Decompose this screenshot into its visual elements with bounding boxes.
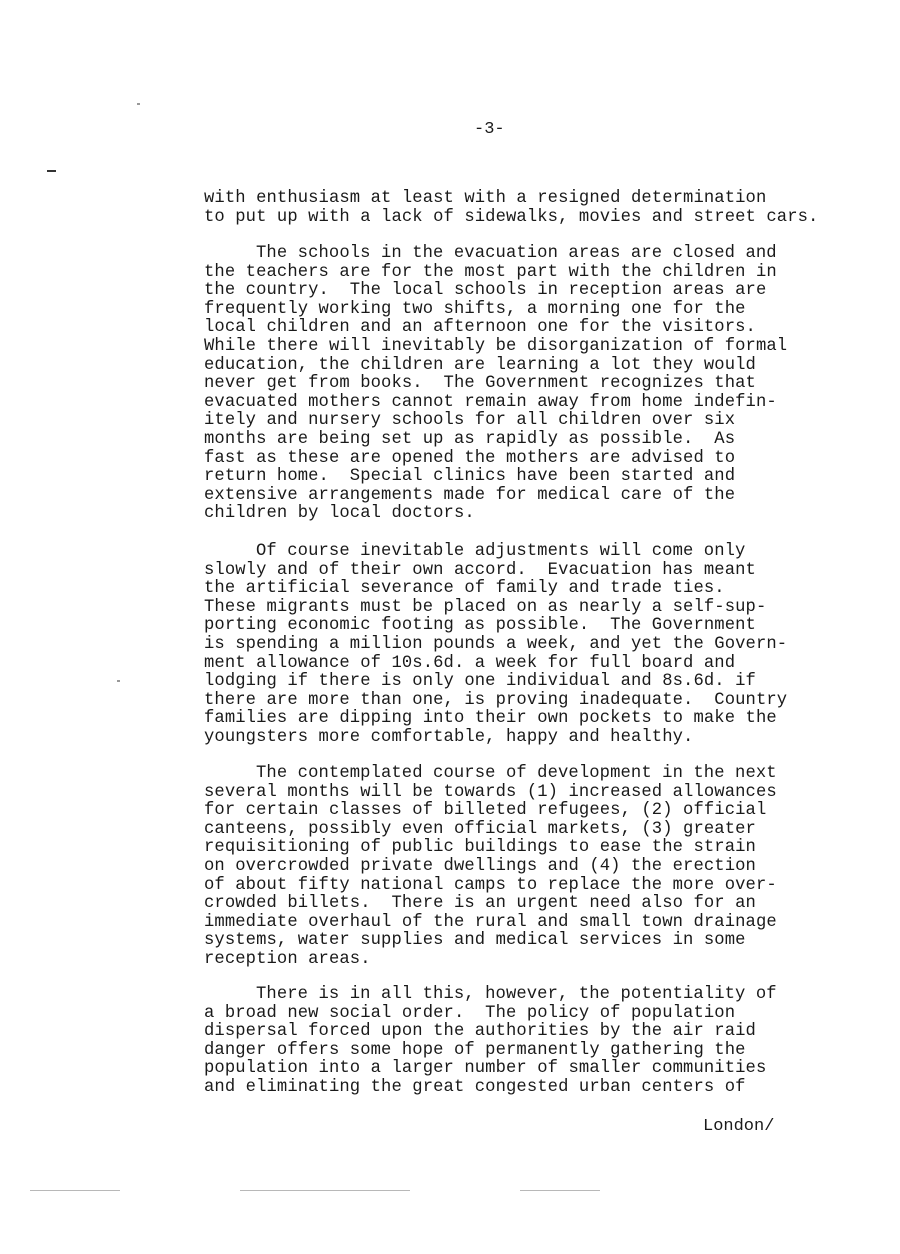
text-line: Of course inevitable adjustments will come only <box>256 542 746 561</box>
text-line: While there will inevitably be disorganization of formal <box>204 336 788 356</box>
text-line: dispersal forced upon the authorities by the air raid <box>204 1022 756 1042</box>
text-line: itely and nursery schools for all children over six <box>204 411 736 431</box>
paragraph-adjustments <box>204 543 844 748</box>
text-line: reception areas. <box>204 949 371 969</box>
text-line: of about fifty national camps to replace the more over- <box>204 875 777 895</box>
paragraph-development <box>204 765 844 970</box>
catchword: London/ <box>703 1117 775 1136</box>
scan-edge-dots <box>520 1190 600 1191</box>
paragraph-schools <box>204 245 844 524</box>
scan-edge-dots <box>240 1190 410 1191</box>
text-line: population into a larger number of smaller communities <box>204 1059 767 1079</box>
text-line: there are more than one, is proving inadequate. Country <box>204 690 788 710</box>
text-line: several months will be towards (1) increased allowances <box>204 782 777 802</box>
paragraph-social-order <box>204 986 844 1098</box>
text-line: fast as these are opened the mothers are advised to <box>204 448 736 468</box>
text-line: a broad new social order. The policy of population <box>204 1003 736 1023</box>
text-line: return home. Special clinics have been started and <box>204 467 736 487</box>
text-line: evacuated mothers cannot remain away from home indefin- <box>204 392 777 412</box>
text-line: porting economic footing as possible. The Government <box>204 616 756 636</box>
text-line: the teachers are for the most part with the children in <box>204 262 777 282</box>
scan-edge-dots <box>30 1190 120 1191</box>
text-line: There is in all this, however, the potentiality of <box>256 985 777 1004</box>
text-line: extensive arrangements made for medical care of the <box>204 485 736 505</box>
text-line: slowly and of their own accord. Evacuation has meant <box>204 560 756 580</box>
text-line: local children and an afternoon one for the visitors. <box>204 318 756 338</box>
text-line: never get from books. The Government recognizes that <box>204 374 756 394</box>
text-line: requisitioning of public buildings to ease the strain <box>204 838 756 858</box>
text-line: danger offers some hope of permanently gathering the <box>204 1040 746 1060</box>
text-line: education, the children are learning a lot they would <box>204 355 756 375</box>
text-line: children by local doctors. <box>204 504 475 524</box>
text-line: crowded billets. There is an urgent need also for an <box>204 894 756 914</box>
text-line: ment allowance of 10s.6d. a week for full board and <box>204 653 736 673</box>
text-line: youngsters more comfortable, happy and healthy. <box>204 727 694 747</box>
text-line: systems, water supplies and medical services in some <box>204 931 746 951</box>
page-number: -3- <box>474 120 505 139</box>
text-line: These migrants must be placed on as nearly a self-sup- <box>204 597 767 617</box>
text-line: is spending a million pounds a week, and yet the Govern- <box>204 634 788 654</box>
text-line: families are dipping into their own pockets to make the <box>204 709 777 729</box>
text-line: The schools in the evacuation areas are closed and <box>256 244 777 263</box>
text-line: on overcrowded private dwellings and (4) the erection <box>204 856 756 876</box>
paragraph-continuation <box>204 190 844 227</box>
margin-mark <box>137 103 140 105</box>
margin-mark <box>117 680 120 682</box>
text-line: canteens, possibly even official markets, (3) greater <box>204 819 756 839</box>
text-line: months are being set up as rapidly as possible. As <box>204 429 736 449</box>
margin-mark <box>47 170 56 172</box>
text-line: immediate overhaul of the rural and small town drainage <box>204 912 777 932</box>
text-line: for certain classes of billeted refugees, (2) official <box>204 801 767 821</box>
text-line: and eliminating the great congested urban centers of <box>204 1077 746 1097</box>
text-line: with enthusiasm at least with a resigned determination <box>204 189 767 208</box>
text-line: frequently working two shifts, a morning one for the <box>204 299 746 319</box>
text-line: lodging if there is only one individual and 8s.6d. if <box>204 672 756 692</box>
text-line: the artificial severance of family and trade ties. <box>204 579 725 599</box>
text-line: to put up with a lack of sidewalks, movies and street cars. <box>204 207 819 227</box>
text-line: The contemplated course of development in the next <box>256 764 777 783</box>
text-line: the country. The local schools in reception areas are <box>204 281 767 301</box>
